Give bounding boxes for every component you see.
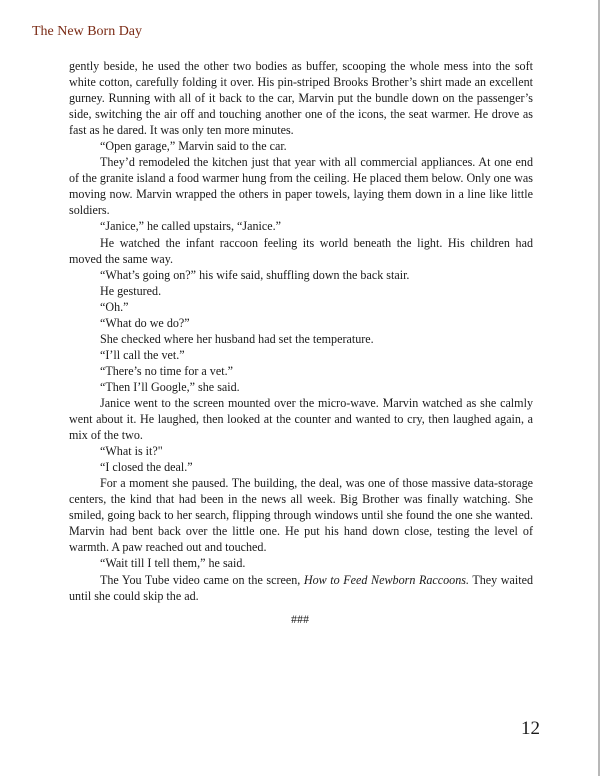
paragraph: “Open garage,” Marvin said to the car.	[100, 139, 287, 154]
paragraph: “Then I’ll Google,” she said.	[100, 379, 240, 394]
video-title: How to Feed Newborn Raccoons.	[303, 572, 469, 587]
paragraph-text: They waited until she could skip the ad.	[69, 572, 533, 603]
paragraph: For a moment she paused. The building, the deal, was one of those massive data-storage centers, the kind that had been in the news all week. Big Brother was finally watching. She smiled, going back to her search, flipping through windows until she found the one she wanted. Marvin had bent back over the little one. He put his hand down close, testing the level of warmth. A paw reached out and touched.	[69, 476, 533, 555]
paragraph: gently beside, he used the other two bodies as buffer, scooping the whole mess into the soft white cotton, carefully folding it over. His pin-striped Brooks Brother’s shirt made an excellent gurney. Running with all of it back to the car, Marvin put the bundle down on the passenger’s side, switching the air off and touching another one of the icons, the seat warmer. He drove as fast as he dared. It was only ten more minutes.	[69, 59, 533, 138]
paragraph: They’d remodeled the kitchen just that year with all commercial appliances. At one end of the granite island a food warmer hung from the ceiling. He placed them below. Only one was moving now. Marvin wrapped the others in paper towels, laying them down in a line like little soldiers.	[69, 155, 533, 218]
paragraph: He watched the infant raccoon feeling its world beneath the light. His children had moved the same way.	[69, 235, 533, 266]
paragraph: “What do we do?”	[100, 315, 190, 330]
running-header: The New Born Day	[32, 24, 143, 39]
story-body	[69, 58, 533, 604]
paragraph: He gestured.	[100, 283, 162, 298]
paragraph: Janice went to the screen mounted over the micro-wave. Marvin watched as she calmly went about it. He laughed, then looked at the counter and wanted to cry, then laughed again, a mix of the two.	[69, 395, 533, 443]
paragraph: “Janice,” he called upstairs, “Janice.”	[100, 219, 281, 234]
paragraph: She checked where her husband had set the temperature.	[100, 331, 374, 346]
section-break: ###	[291, 612, 309, 626]
paragraph: “Wait till I tell them,” he said.	[100, 556, 246, 571]
paragraph: “Oh.”	[100, 299, 129, 314]
paragraph: “There’s no time for a vet.”	[100, 363, 233, 378]
paragraph: “What’s going on?” his wife said, shuffling down the back stair.	[100, 267, 410, 282]
paragraph-text: The You Tube video came on the screen,	[100, 572, 304, 587]
paragraph: “What is it?"	[100, 444, 163, 459]
page-number: 12	[521, 718, 540, 739]
paragraph: “I’ll call the vet.”	[100, 347, 185, 362]
paragraph	[69, 572, 533, 604]
paragraph: “I closed the deal.”	[100, 460, 193, 475]
